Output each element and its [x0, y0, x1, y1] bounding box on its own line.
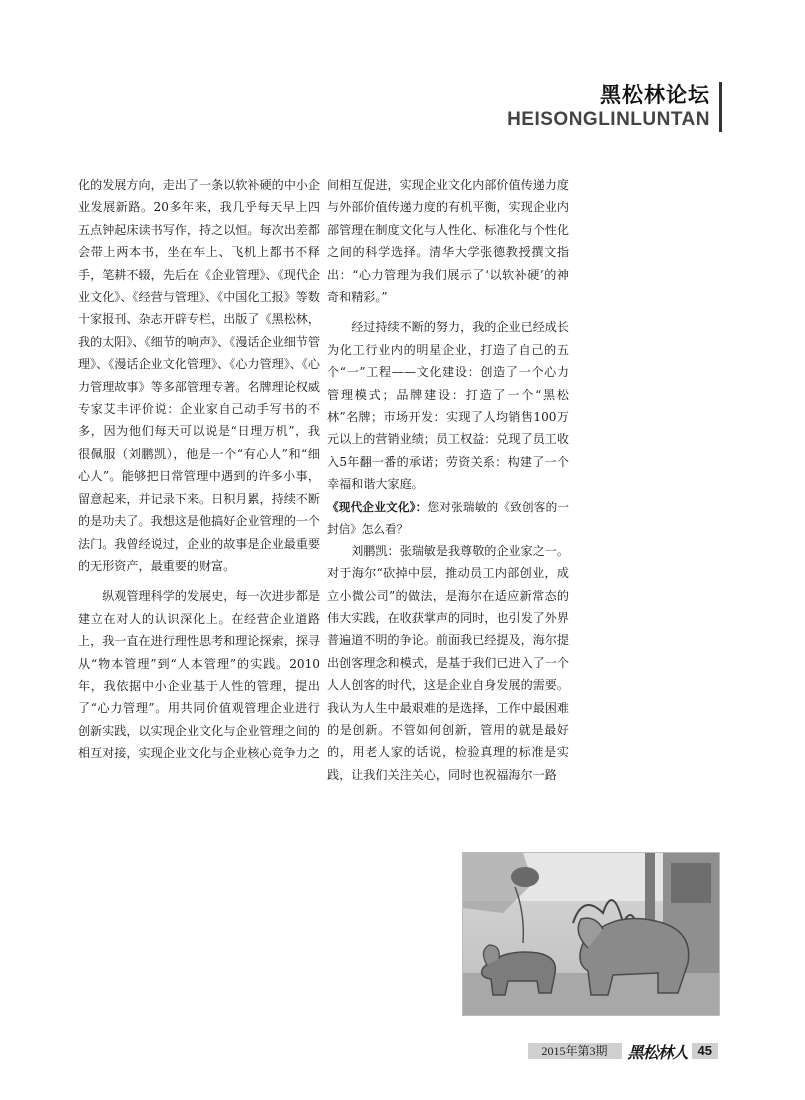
page-number: 45	[692, 1043, 718, 1059]
question-text: 您对张瑞敏的《致创客的一封信》怎么看？	[327, 499, 569, 536]
photo-illustration	[463, 853, 719, 1015]
left-paragraph-1: 化的发展方向，走出了一条以软补硬的中小企业发展新路。20多年来，我几乎每天早上四五点钟起床读书写作，持之以恒。每次出差都会带上两本书，坐在车上、飞机上都书不释手，笔耕不辍，先后在《企业管理》、《现代企业文化》、《经营与管理》、《中国化工报》等数十家报刊、杂志开辟专栏，出版了《黑松林，我的太阳》、《细节的响声》、《漫话企业细节管理》、《漫话企业文化管理》、《心力管理》、《心力管理故事》等多部管理专著。名牌理论权威专家艾丰评价说：企业家自己动手写书的不多，因为他们每天可以说是“日理万机”，我很佩服（刘鹏凯），他是一个“有心人”和“细心人”。能够把日常管理中遇到的许多小事，留意起来，并记录下来。日积月累，持续不断的是功夫了。我想这是他搞好企业管理的一个法门。我曾经说过，企业的故事是企业最重要的无形资产，最重要的财富。	[78, 178, 320, 573]
left-column	[78, 174, 320, 765]
section-subtitle: HEISONGLINLUNTAN	[507, 109, 710, 130]
left-paragraph-2: 纵观管理科学的发展史，每一次进步都是建立在对人的认识深化上。在经营企业道路上，我一直在进行理性思考和理论探索，探寻从“物本管理”到“人本管理”的实践。2010年，我依据中小企业基于人性的管理，提出了“心力管理”。用共同价值观管理企业进行创新实践，以实现企业文化与企业管理之间的相互对接，实现企业文化与企业核心竞争力之	[78, 589, 320, 761]
page-footer	[528, 1041, 719, 1061]
sheep-sculpture-photo	[462, 852, 720, 1016]
header-accent-bar	[719, 82, 722, 132]
section-header	[507, 82, 710, 132]
magazine-logo: 黑松林人	[627, 1042, 688, 1062]
section-title: 黑松林论坛	[600, 83, 710, 107]
right-paragraph-2: 经过持续不断的努力，我的企业已经成长为化工行业内的明星企业，打造了自己的五个“一”工程——文化建设：创造了一个心力管理模式；品牌建设：打造了一个“黑松林”名牌；市场开发：实现了人均销售100万元以上的营销业绩；员工权益：兑现了员工收入5年翻一番的承诺；劳资关系：构建了一个幸福和谐大家庭。	[327, 320, 569, 492]
right-paragraph-1: 间相互促进，实现企业文化内部价值传递力度与外部价值传递力度的有机平衡，实现企业内部管理在制度文化与人性化、标准化与个性化之间的科学选择。清华大学张德教授撰文指出：“心力管理为我们展示了‘以软补硬’的神奇和精彩。”	[327, 178, 569, 305]
right-column	[327, 174, 569, 786]
issue-label: 2015年第3期	[528, 1043, 622, 1059]
question-source: 《现代企业文化》：	[327, 499, 428, 514]
right-paragraph-3: 刘鹏凯：张瑞敏是我尊敬的企业家之一。对于海尔“砍掉中层，推动员工内部创业，成立小微公司”的做法，是海尔在适应新常态的伟大实践，在收获掌声的同时，也引发了外界普遍道不明的争论。前面我已经提及，海尔提出创客理念和模式，是基于我们已进入了一个人人创客的时代，这是企业自身发展的需要。我认为人生中最艰难的是选择，工作中最困难的是创新。不管如何创新，管用的就是最好的，用老人家的话说，检验真理的标准是实践，让我们关注关心，同时也祝福海尔一路	[327, 543, 569, 782]
interview-question	[327, 496, 569, 540]
